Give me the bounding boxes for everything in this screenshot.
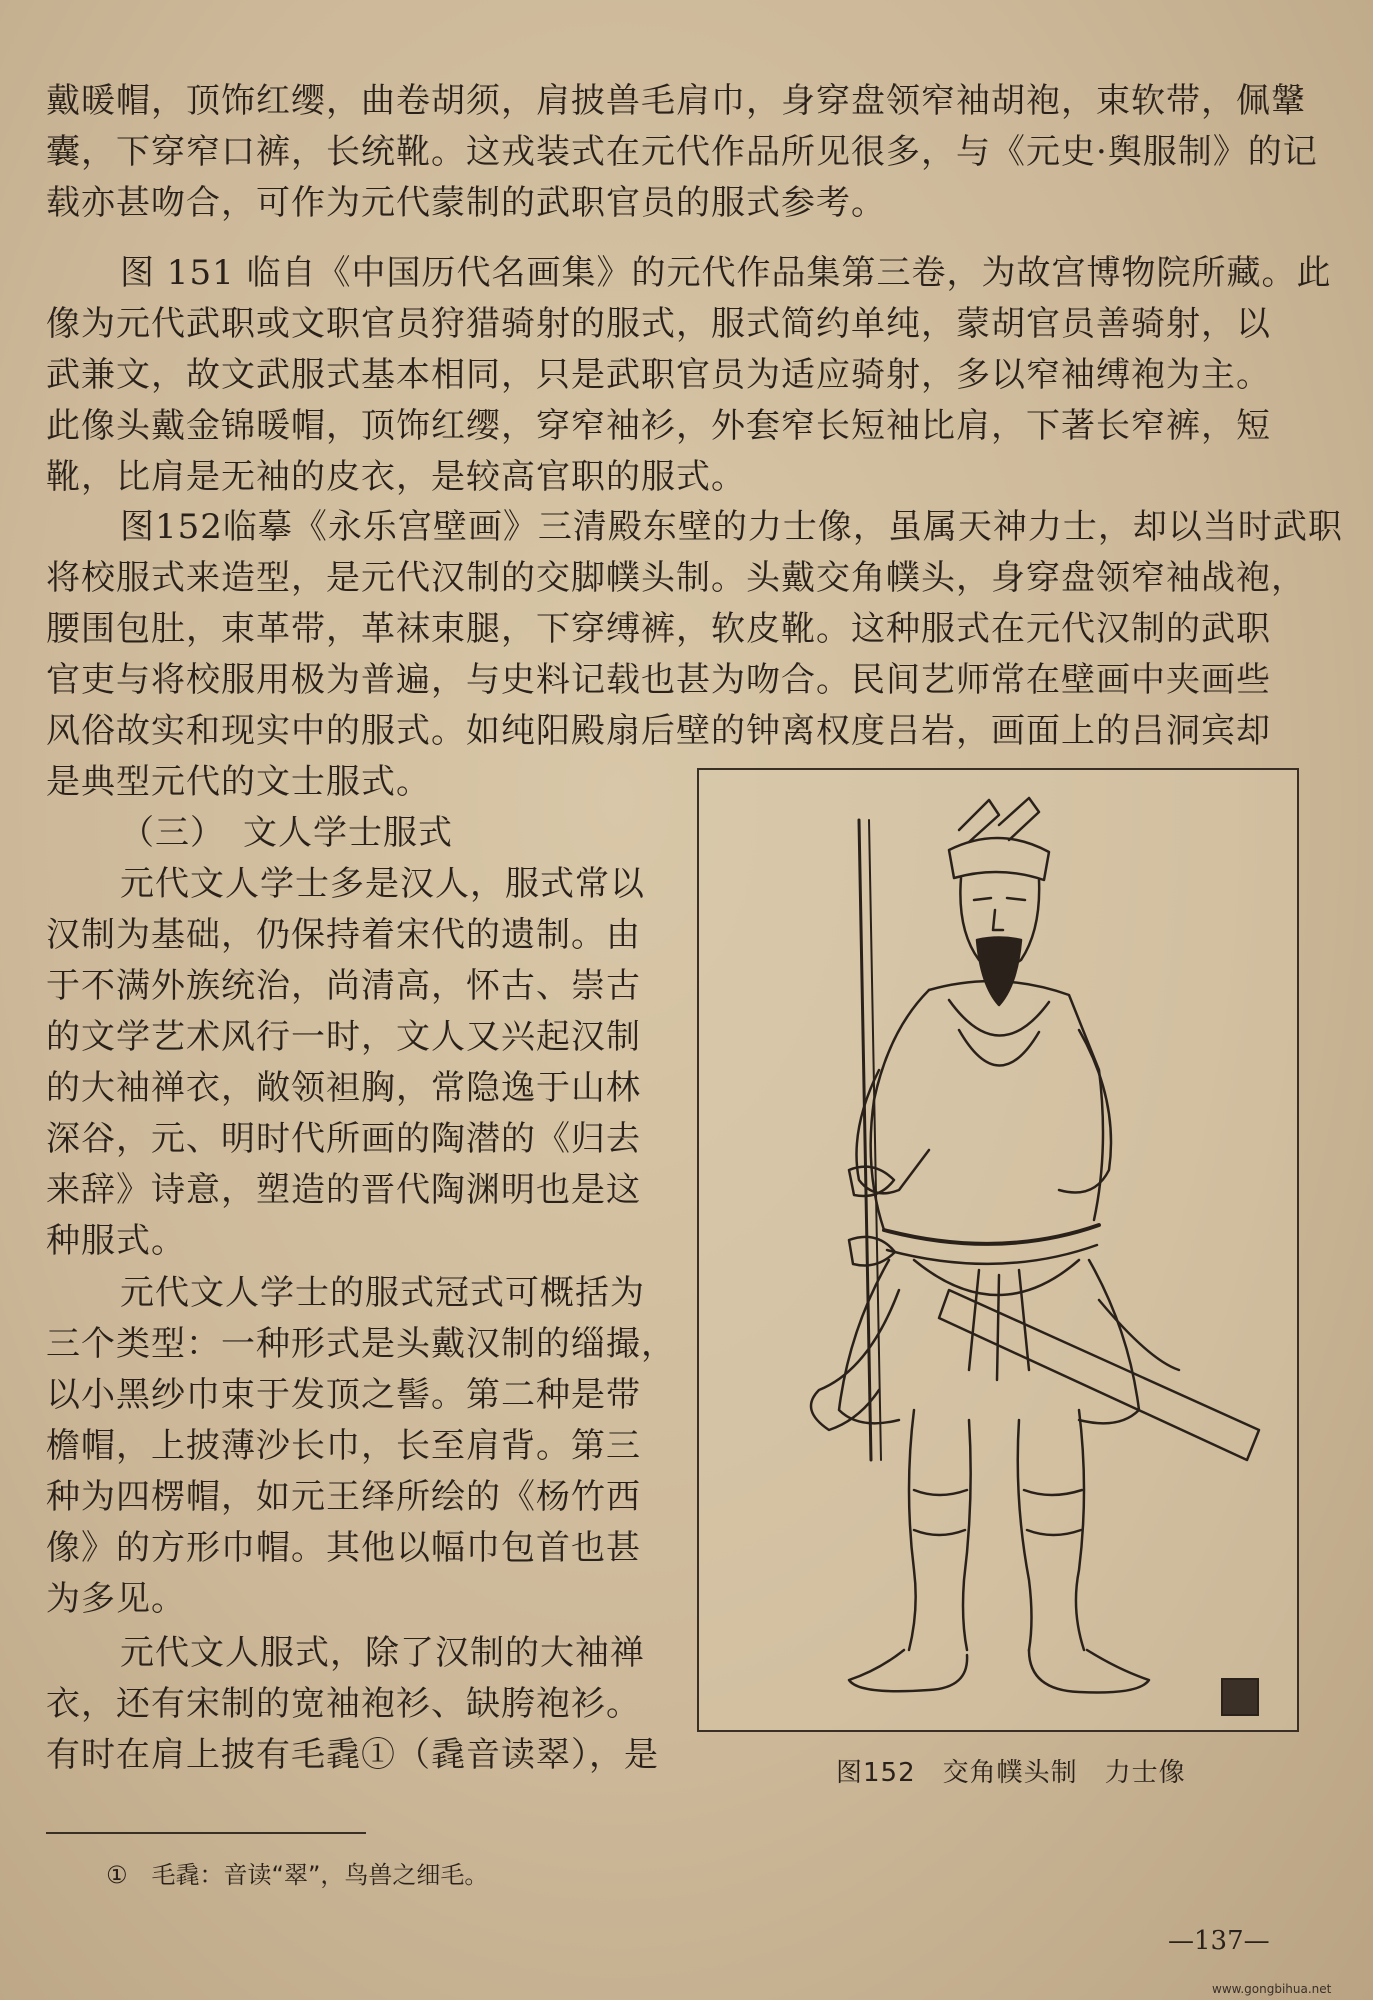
paragraph-3 (46, 502, 1343, 757)
text-line: 种为四楞帽，如元王绎所绘的《杨竹西 (46, 1477, 641, 1517)
text-line: 的文学艺术风行一时，文人又兴起汉制 (46, 1017, 641, 1057)
text-line: 像》的方形巾帽。其他以幅巾包首也甚 (46, 1528, 641, 1568)
text-line: 将校服式来造型，是元代汉制的交脚幞头制。头戴交角幞头，身穿盘领窄袖战袍， (46, 558, 1306, 598)
section-heading-text: （三） 文人学士服式 (120, 813, 453, 853)
text-line: 以小黑纱巾束于发顶之髻。第二种是带 (46, 1375, 641, 1415)
paragraph-5 (46, 1268, 676, 1625)
text-line: 载亦甚吻合，可作为元代蒙制的武职官员的服式参考。 (46, 183, 886, 223)
footnote-divider (46, 1832, 366, 1834)
text-line: 图 151 临自《中国历代名画集》的元代作品集第三卷，为故宫博物院所藏。此 (120, 253, 1332, 293)
text-line: 元代文人学士的服式冠式可概括为 (120, 1273, 645, 1313)
paragraph-4 (46, 859, 668, 1267)
text-line: 于不满外族统治，尚清高，怀古、崇古 (46, 966, 641, 1006)
footnote: ① 毛毳：音读“翠”，鸟兽之细毛。 (106, 1861, 489, 1889)
text-line: 来辞》诗意，塑造的晋代陶渊明也是这 (46, 1170, 641, 1210)
figure-caption: 图152 交角幞头制 力士像 (836, 1758, 1186, 1788)
artist-seal (1221, 1678, 1259, 1716)
text-line: 为多见。 (46, 1579, 186, 1619)
text-line: 靴，比肩是无袖的皮衣，是较高官职的服式。 (46, 457, 746, 497)
figure-152-frame (697, 768, 1299, 1732)
text-line: 囊，下穿窄口裤，长统靴。这戎装式在元代作品所见很多，与《元史·舆服制》的记 (46, 132, 1318, 172)
page-number: —137— (1168, 1926, 1270, 1956)
paragraph-1 (46, 76, 1318, 229)
text-line: 像为元代武职或文职官员狩猎骑射的服式，服式简约单纯，蒙胡官员善骑射，以 (46, 304, 1271, 344)
section-heading (46, 808, 668, 859)
text-line: 元代文人学士多是汉人，服式常以 (120, 864, 645, 904)
text-line: 戴暖帽，顶饰红缨，曲卷胡须，肩披兽毛肩巾，身穿盘领窄袖胡袍，束软带，佩鞶 (46, 81, 1306, 121)
text-line: 元代文人服式，除了汉制的大袖禅 (120, 1633, 645, 1673)
text-line: 风俗故实和现实中的服式。如纯阳殿扇后壁的钟离权度吕岩，画面上的吕洞宾却 (46, 711, 1271, 751)
paragraph-2 (46, 248, 1332, 503)
text-line: 武兼文，故文武服式基本相同，只是武职官员为适应骑射，多以窄袖缚袍为主。 (46, 355, 1271, 395)
paragraph-6 (46, 1628, 668, 1781)
text-line: 衣，还有宋制的宽袖袍衫、缺胯袍衫。 (46, 1684, 641, 1724)
text-line: 官吏与将校服用极为普遍，与史料记载也甚为吻合。民间艺师常在壁画中夹画些 (46, 660, 1271, 700)
warrior-illustration (699, 770, 1297, 1730)
text-line: 的大袖禅衣，敞领袒胸，常隐逸于山林 (46, 1068, 641, 1108)
text-line: 种服式。 (46, 1221, 186, 1261)
text-line: 图152临摹《永乐宫壁画》三清殿东壁的力士像，虽属天神力士，却以当时武职 (120, 507, 1343, 547)
text-line: 有时在肩上披有毛毳①（毳音读翠），是 (46, 1735, 659, 1775)
text-line: 是典型元代的文士服式。 (46, 762, 431, 802)
paragraph-3-tail (46, 757, 668, 808)
text-line: 汉制为基础，仍保持着宋代的遗制。由 (46, 915, 641, 955)
watermark: www.gongbihua.net (1212, 1982, 1332, 1996)
text-line: 三个类型：一种形式是头戴汉制的缁撮， (46, 1324, 676, 1364)
text-line: 檐帽，上披薄沙长巾，长至肩背。第三 (46, 1426, 641, 1466)
text-line: 腰围包肚，束革带，革袜束腿，下穿缚裤，软皮靴。这种服式在元代汉制的武职 (46, 609, 1271, 649)
text-line: 此像头戴金锦暖帽，顶饰红缨，穿窄袖衫，外套窄长短袖比肩，下著长窄裤，短 (46, 406, 1271, 446)
text-line: 深谷，元、明时代所画的陶潜的《归去 (46, 1119, 641, 1159)
